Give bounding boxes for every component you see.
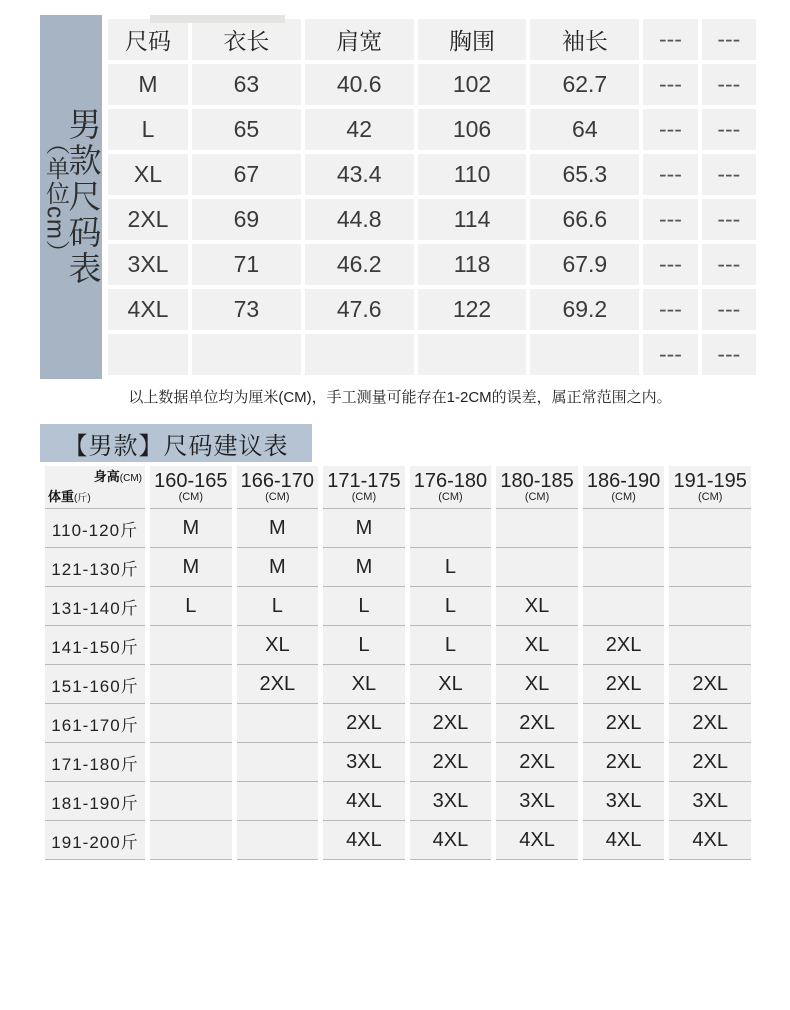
suggestion-title: 【男款】尺码建议表 [63,432,289,460]
suggested-size-cell: L [237,587,319,626]
suggested-size-cell: 2XL [496,743,578,782]
suggested-size-cell: 3XL [323,743,405,782]
suggested-size-cell: 2XL [669,704,751,743]
suggested-size-cell [496,548,578,587]
suggested-size-cell: L [150,587,232,626]
suggested-size-cell: 2XL [583,665,665,704]
size-table-cell [108,334,188,375]
size-table-cell: 44.8 [305,199,414,240]
height-range-unit: (CM) [265,490,290,503]
height-range-unit: (CM) [178,490,203,503]
suggestion-row [45,743,751,782]
size-table-row [108,289,756,330]
height-range: 171-175 [327,469,401,492]
weight-range-cell: 181-190斤 [45,782,145,821]
suggested-size-cell: XL [237,626,319,665]
suggested-size-cell: 3XL [669,782,751,821]
size-table-cell: 114 [418,199,527,240]
height-range-header [150,466,232,509]
size-table-cell: 64 [530,109,639,150]
weight-range-cell: 171-180斤 [45,743,145,782]
suggested-size-cell: XL [496,587,578,626]
size-table-cell: --- [702,154,756,195]
size-table-cell: 40.6 [305,64,414,105]
height-range-header [410,466,492,509]
suggested-size-cell [237,704,319,743]
suggested-size-cell: 4XL [323,821,405,860]
height-range-unit: (CM) [438,490,463,503]
height-range: 166-170 [240,469,315,492]
size-table-cell: --- [643,64,697,105]
suggested-size-cell [150,665,232,704]
cropped-top-strip [150,15,285,23]
suggested-size-cell: 2XL [496,704,578,743]
suggested-size-cell: XL [496,665,578,704]
size-table-cell: 3XL [108,244,188,285]
suggested-size-cell: L [410,626,492,665]
size-table-cell: --- [643,334,697,375]
suggested-size-cell: L [410,548,492,587]
size-table-cell: 73 [192,289,301,330]
suggested-size-cell: 2XL [669,743,751,782]
size-table-cell: 43.4 [305,154,414,195]
size-column-header: --- [643,19,697,60]
suggested-size-cell: 2XL [583,704,665,743]
size-suggestion-table [40,466,756,860]
suggested-size-cell [150,626,232,665]
suggested-size-cell: 4XL [410,821,492,860]
size-table-row [108,64,756,105]
suggestion-row [45,665,751,704]
size-table-row [108,244,756,285]
size-table-cell [305,334,414,375]
suggested-size-cell: 4XL [583,821,665,860]
size-table-sidebar [40,15,102,379]
suggestion-row [45,782,751,821]
size-table-row [108,199,756,240]
size-table-cell: 2XL [108,199,188,240]
size-table-cell: --- [702,64,756,105]
suggested-size-cell [150,704,232,743]
suggestion-row [45,821,751,860]
size-table-cell: 118 [418,244,527,285]
suggested-size-cell: 3XL [410,782,492,821]
size-table-cell: 102 [418,64,527,105]
suggestion-row [45,587,751,626]
size-table-cell [418,334,527,375]
suggested-size-cell [237,821,319,860]
height-range-unit: (CM) [524,490,550,503]
size-table-cell: 65.3 [530,154,639,195]
suggested-size-cell: 2XL [583,626,665,665]
height-range-unit: (CM) [351,490,377,503]
size-table-cell: 69.2 [530,289,639,330]
suggested-size-cell: 2XL [410,704,492,743]
suggested-size-cell [496,509,578,548]
size-table-cell: 46.2 [305,244,414,285]
mens-size-table-section [40,15,760,379]
height-range-header [237,466,319,509]
suggested-size-cell: M [150,509,232,548]
height-range-header [323,466,405,509]
sidebar-title: 男款尺码表 [64,107,102,287]
height-range-header [669,466,751,509]
suggestion-header-row [45,466,751,509]
size-column-header: 胸围 [418,19,527,60]
suggestion-row [45,509,751,548]
size-column-header: --- [702,19,756,60]
weight-range-cell: 161-170斤 [45,704,145,743]
size-table-cell: --- [643,289,697,330]
weight-range-cell: 151-160斤 [45,665,145,704]
size-table-cell: --- [702,109,756,150]
suggested-size-cell: M [237,509,319,548]
size-table-cell: 67 [192,154,301,195]
size-column-header: 袖长 [530,19,639,60]
size-table-cell: 65 [192,109,301,150]
sidebar-vertical-label [43,107,100,287]
suggested-size-cell: 3XL [496,782,578,821]
size-table-cell: 42 [305,109,414,150]
size-table-cell: --- [643,109,697,150]
suggestion-row [45,548,751,587]
height-range: 186-190 [586,469,661,492]
height-range-unit: (CM) [697,490,723,503]
size-table-cell: 106 [418,109,527,150]
suggested-size-cell: L [323,587,405,626]
suggested-size-cell: XL [410,665,492,704]
size-table-cell: 110 [418,154,527,195]
suggested-size-cell: XL [323,665,405,704]
suggested-size-cell: L [323,626,405,665]
height-range-header [583,466,665,509]
size-table-cell: L [108,109,188,150]
weight-axis-label: 体重(斤) [48,488,91,504]
suggested-size-cell: 2XL [323,704,405,743]
suggested-size-cell [669,587,751,626]
size-table-cell [192,334,301,375]
weight-range-cell: 110-120斤 [45,509,145,548]
size-table-cell: 71 [192,244,301,285]
size-table-cell: 63 [192,64,301,105]
size-column-header: 尺码 [108,19,188,60]
suggested-size-cell: 4XL [496,821,578,860]
suggested-size-cell: M [150,548,232,587]
suggested-size-cell: 2XL [237,665,319,704]
size-table-cell: --- [643,244,697,285]
suggested-size-cell: 2XL [583,743,665,782]
height-range: 160-165 [154,469,228,492]
suggested-size-cell [669,548,751,587]
size-table-cell: 62.7 [530,64,639,105]
weight-range-cell: 121-130斤 [45,548,145,587]
suggested-size-cell [237,782,319,821]
suggestion-table-title-bar [40,424,312,462]
size-column-header: 衣长 [192,19,301,60]
suggested-size-cell: M [323,548,405,587]
size-column-header: 肩宽 [305,19,414,60]
size-table-cell: 66.6 [530,199,639,240]
suggested-size-cell [150,821,232,860]
suggested-size-cell [669,626,751,665]
suggested-size-cell: M [237,548,319,587]
size-table-cell [530,334,639,375]
sidebar-unit: （单位cm） [41,131,69,265]
suggested-size-cell [583,587,665,626]
size-table-row [108,109,756,150]
weight-range-cell: 141-150斤 [45,626,145,665]
height-range: 180-185 [500,469,574,492]
suggested-size-cell [583,509,665,548]
size-table-cell: --- [702,199,756,240]
suggested-size-cell: 4XL [323,782,405,821]
suggested-size-cell: XL [496,626,578,665]
weight-range-cell: 131-140斤 [45,587,145,626]
suggested-size-cell [669,509,751,548]
suggested-size-cell: 3XL [583,782,665,821]
size-table-cell: --- [702,244,756,285]
size-measurements-table [104,15,760,379]
suggested-size-cell [150,743,232,782]
height-range: 191-195 [673,469,747,492]
size-table-cell: 122 [418,289,527,330]
suggested-size-cell [237,743,319,782]
size-table-row [108,334,756,375]
weight-range-cell: 191-200斤 [45,821,145,860]
suggestion-row [45,626,751,665]
size-table-cell: 4XL [108,289,188,330]
suggested-size-cell [150,782,232,821]
suggested-size-cell: 2XL [410,743,492,782]
measurement-note: 以上数据单位均为厘米(CM)，手工测量可能存在1-2CM的误差，属正常范围之内。 [128,389,672,406]
size-table-header-row [108,19,756,60]
height-axis-label: 身高(CM) [93,469,142,484]
size-table-cell: 47.6 [305,289,414,330]
size-table-cell: --- [643,154,697,195]
height-range: 176-180 [413,469,488,492]
suggested-size-cell [410,509,492,548]
suggested-size-cell: L [410,587,492,626]
size-table-row [108,154,756,195]
suggested-size-cell: 4XL [669,821,751,860]
size-table-cell: --- [702,289,756,330]
size-table-cell: 67.9 [530,244,639,285]
suggestion-row [45,704,751,743]
suggested-size-cell: M [323,509,405,548]
suggested-size-cell: 2XL [669,665,751,704]
size-table-cell: --- [643,199,697,240]
size-table-cell: XL [108,154,188,195]
size-table-cell: 69 [192,199,301,240]
size-table-cell: --- [702,334,756,375]
height-range-unit: (CM) [611,490,636,503]
suggested-size-cell [583,548,665,587]
axis-header-cell [45,466,145,509]
height-range-header [496,466,578,509]
size-table-cell: M [108,64,188,105]
